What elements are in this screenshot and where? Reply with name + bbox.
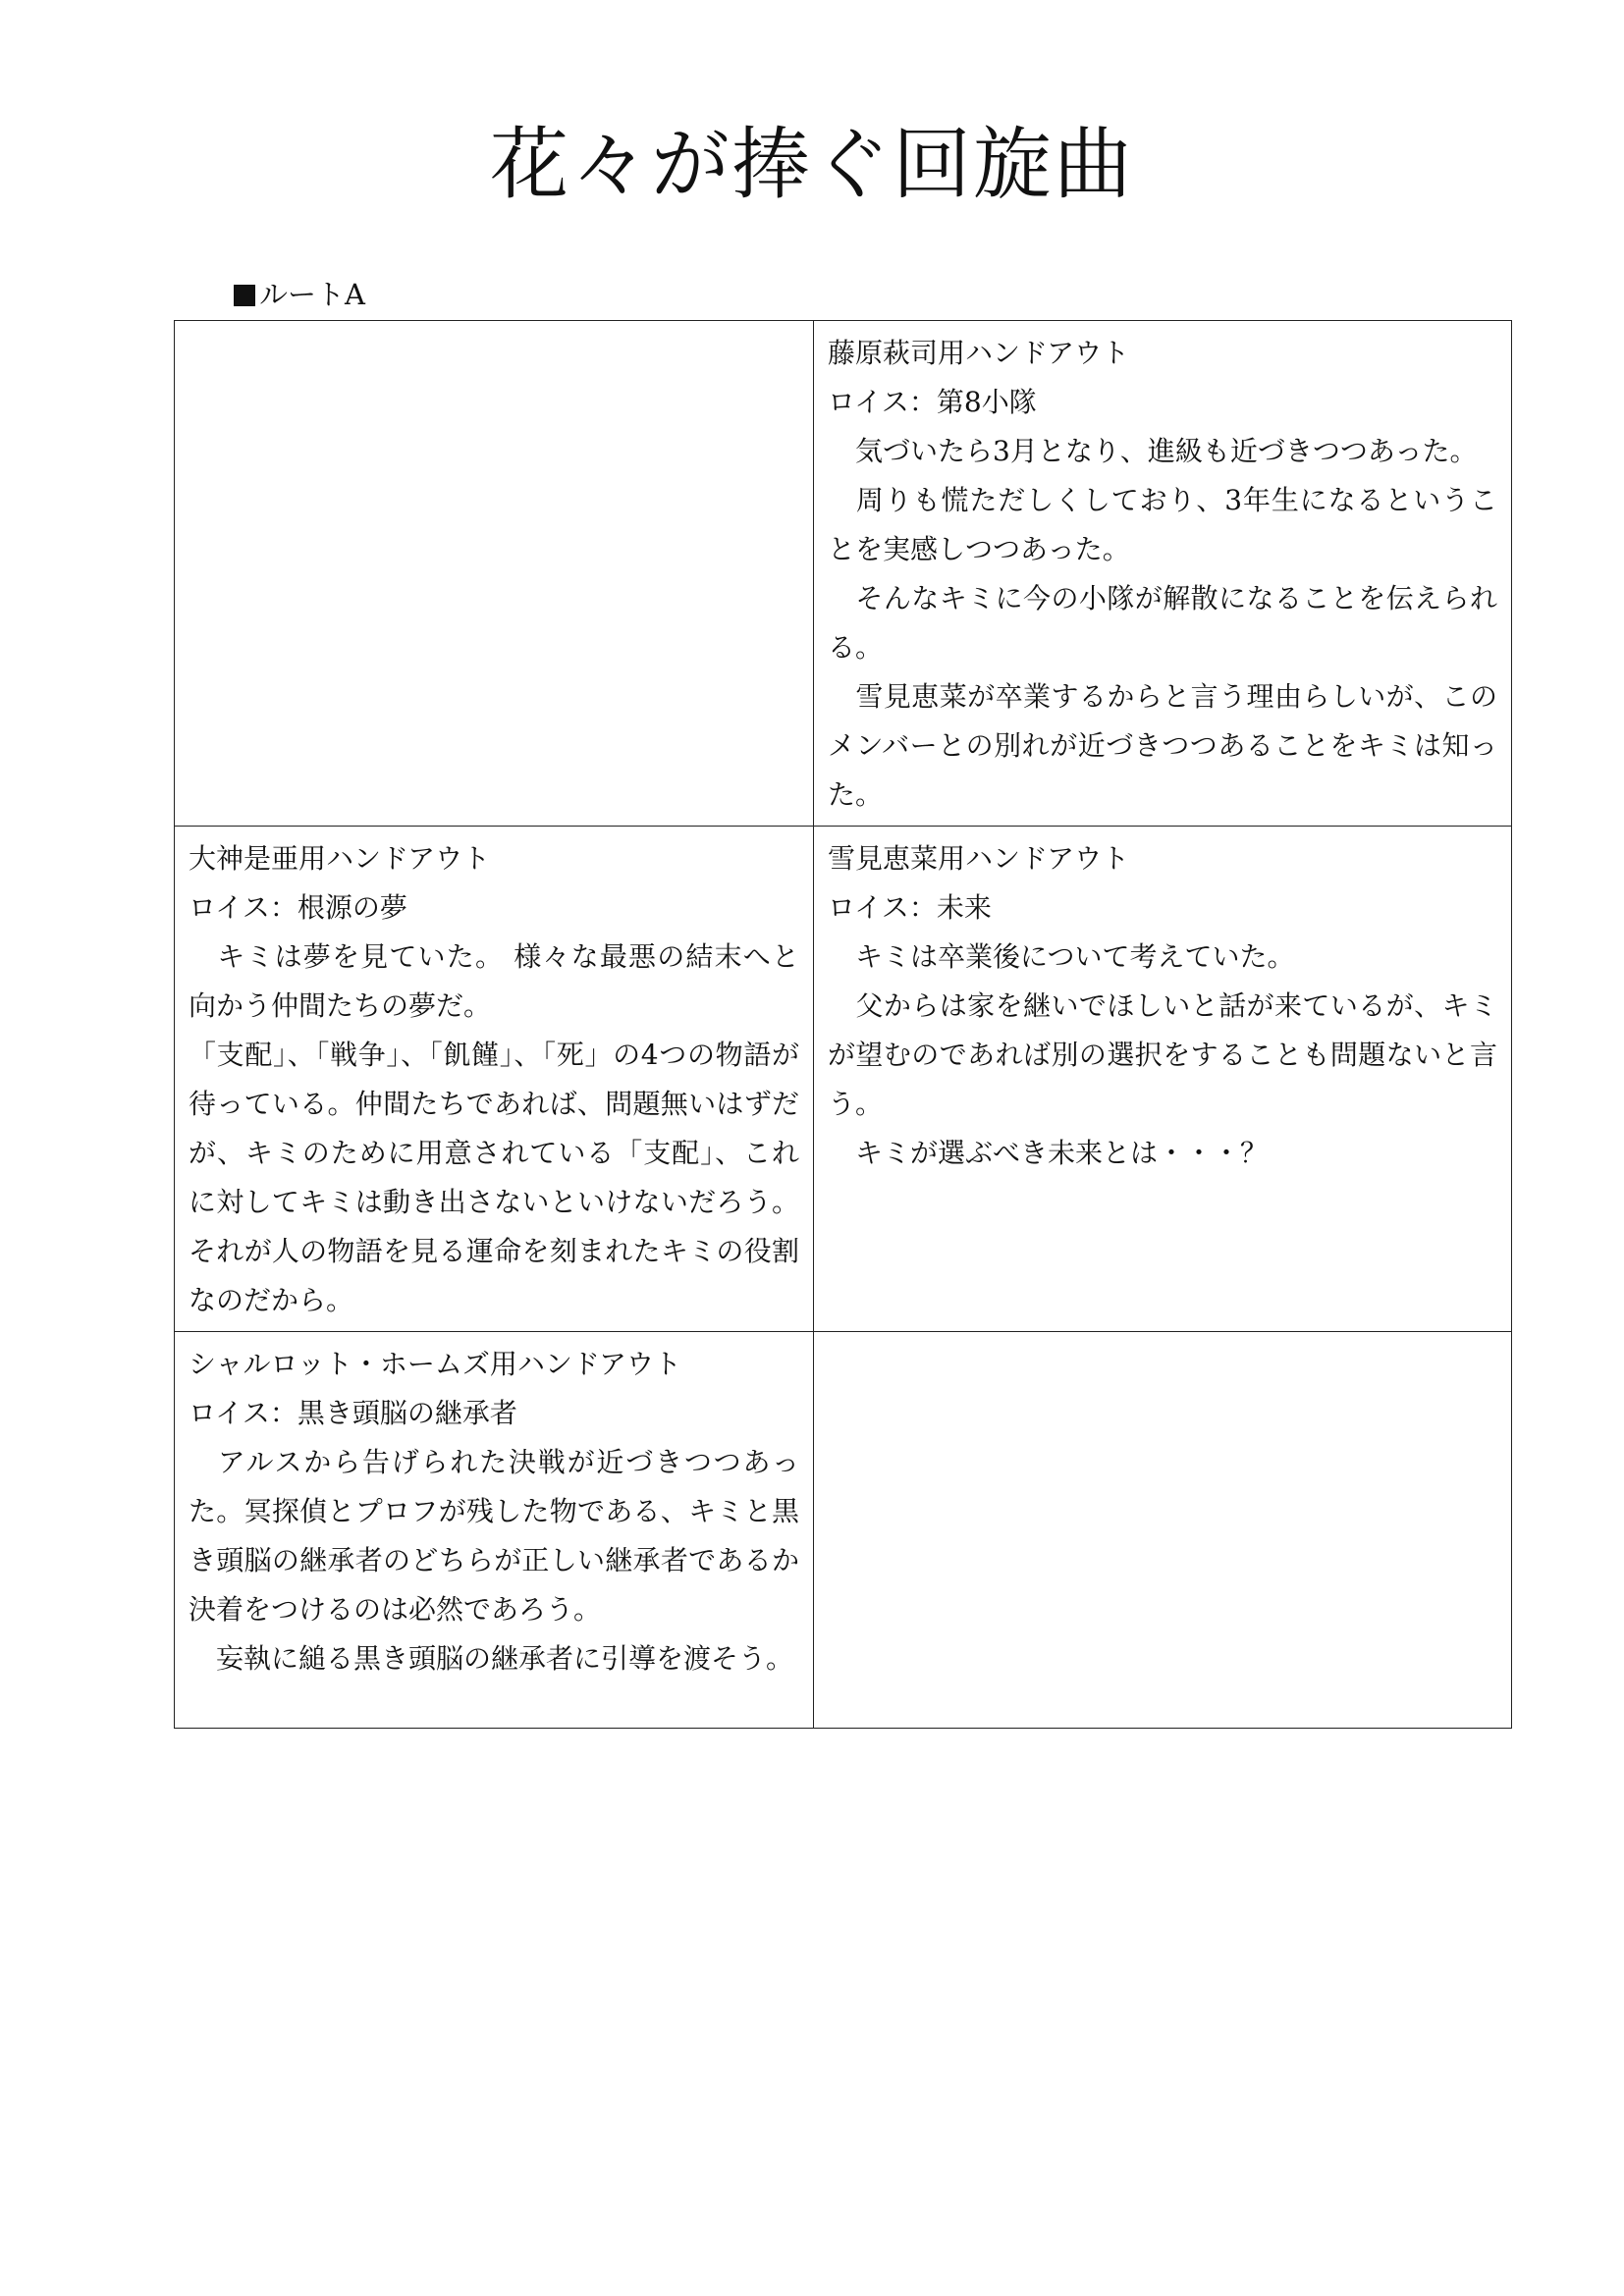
handout-paragraph: アルスから告げられた決戦が近づきつつあった。冥探偵とプロフが残した物である、キミと黒き頭脳の継承者のどちらが正しい継承者であるか決着をつけるのは必然であろう。 xyxy=(189,1446,799,1626)
table-row xyxy=(175,827,1512,1332)
handout-lois: ロイス：第8小隊 xyxy=(828,386,1037,418)
handout-cell-ogami xyxy=(175,827,814,1332)
handout-title: 大神是亜用ハンドアウト xyxy=(189,842,491,875)
handout-paragraph: キミが選ぶべき未来とは・・・？ xyxy=(828,1137,1269,1169)
route-label-text: ルートA xyxy=(259,278,365,311)
document-title: 花々が捧ぐ回旋曲 xyxy=(490,119,1134,210)
handout-lois: ロイス：黒き頭脳の継承者 xyxy=(189,1397,517,1429)
handout-cell-empty xyxy=(814,1332,1512,1729)
handout-paragraph: 「支配」、「戦争」、「飢饉」、「死」の4つの物語が待っている。仲間たちであれば、問題無いはずだが、キミのために用意されている「支配」、これに対してキミは動き出さないといけないだろう。それが人の物語を見る運命を刻まれたキミの役割なのだから。 xyxy=(189,1039,799,1316)
handout-paragraph: 妄執に縋る黒き頭脳の継承者に引導を渡そう。 xyxy=(189,1642,794,1675)
handout-title: 雪見恵菜用ハンドアウト xyxy=(828,842,1130,875)
handout-lois: ロイス：未来 xyxy=(828,891,992,924)
handout-paragraph: 父からは家を継いでほしいと話が来ているが、キミが望むのであれば別の選択をすることも問題ないと言う。 xyxy=(828,989,1497,1120)
table-row xyxy=(175,1332,1512,1729)
handout-paragraph: そんなキミに今の小隊が解散になることを伝えられる。 xyxy=(828,582,1497,664)
handout-lois: ロイス：根源の夢 xyxy=(189,891,407,924)
black-square-icon xyxy=(234,285,255,306)
handout-cell-yukimi xyxy=(814,827,1512,1332)
handout-table xyxy=(174,320,1512,1729)
route-label xyxy=(234,275,365,314)
handout-cell-fujiwara xyxy=(814,321,1512,827)
handout-cell-holmes xyxy=(175,1332,814,1729)
table-row xyxy=(175,321,1512,827)
handout-cell-empty xyxy=(175,321,814,827)
handout-paragraph: 気づいたら3月となり、進級も近づきつつあった。 xyxy=(828,435,1478,467)
handout-title: 藤原萩司用ハンドアウト xyxy=(828,337,1130,369)
handout-title: シャルロット・ホームズ用ハンドアウト xyxy=(189,1348,682,1380)
handout-paragraph: 雪見恵菜が卒業するからと言う理由らしいが、このメンバーとの別れが近づきつつあることをキミは知った。 xyxy=(828,680,1497,811)
handout-paragraph: 周りも慌ただしくしており、3年生になるということを実感しつつあった。 xyxy=(828,484,1497,565)
handout-paragraph: キミは夢を見ていた。 様々な最悪の結末へと向かう仲間たちの夢だ。 xyxy=(189,940,799,1022)
handout-paragraph: キミは卒業後について考えていた。 xyxy=(828,940,1295,973)
